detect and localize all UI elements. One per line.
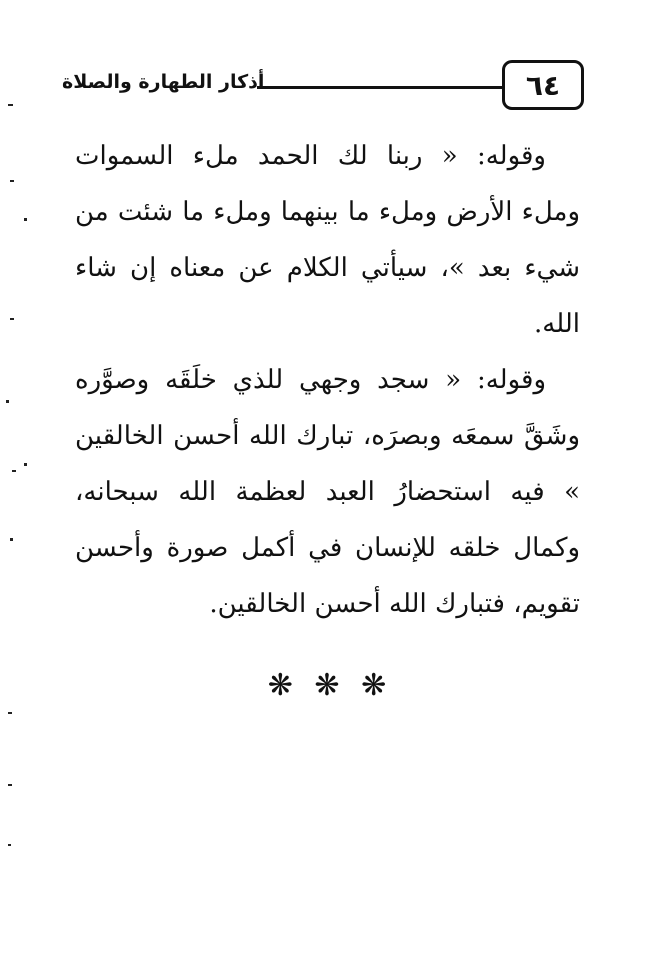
running-title: أذكار الطهارة والصلاة [62, 71, 265, 93]
scan-mark [8, 784, 12, 786]
paragraph-2: وقوله: « سجد وجهي للذي خلَقَه وصوَّره وشَقَّ سمعَه وبصرَه، تبارك الله أحسن الخالقين » فيه استحضارُ العبد لعظمة الله سبحانه، وكمال خلقه للإنسان في أكمل صورة وأحسن تقويم، فتبارك الله أحسن الخالقين. [75, 365, 580, 619]
scan-mark [8, 844, 11, 846]
scan-mark [24, 218, 27, 221]
page-number: ٦٤ [502, 60, 584, 110]
header-rule [257, 86, 503, 89]
scan-mark [12, 470, 16, 472]
scan-mark [6, 400, 9, 403]
paragraph-1: وقوله: « ربنا لك الحمد ملء السموات وملء الأرض وملء ما بينهما وملء ما شئت من شيء بعد »، سيأتي الكلام عن معناه إن شاء الله. [75, 141, 580, 339]
scan-mark [24, 463, 27, 466]
scan-mark [10, 538, 13, 541]
scan-mark [8, 712, 12, 714]
scan-mark [10, 318, 14, 320]
body-text [75, 128, 580, 632]
scan-mark [10, 180, 14, 182]
scan-mark [8, 104, 13, 106]
page-header [62, 58, 584, 110]
section-separator: ❋ ❋ ❋ [267, 668, 393, 703]
